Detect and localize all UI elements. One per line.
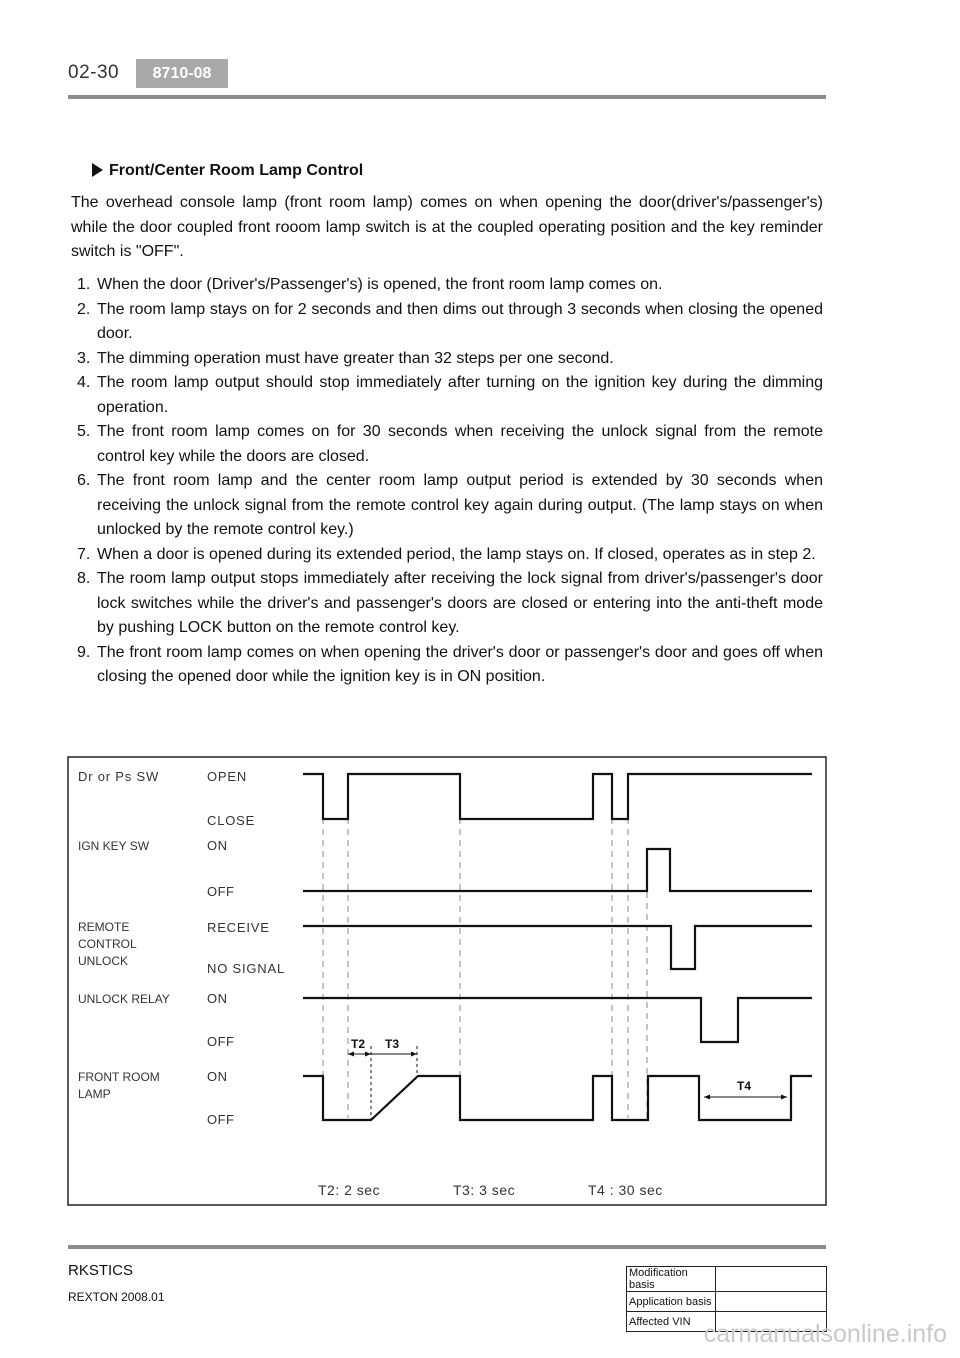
- header-divider: [68, 95, 826, 99]
- section-code-badge: 8710-08: [136, 59, 228, 88]
- step-number: 3.: [77, 349, 91, 367]
- interval-label-t4: T4: [737, 1079, 752, 1093]
- step-text: The front room lamp comes on for 30 seconds when receiving the unlock signal from the remote control key while the doors are closed.: [97, 423, 823, 465]
- legend-t2: T2: 2 sec: [318, 1182, 381, 1198]
- step-number: 8.: [77, 570, 91, 587]
- mod-value-modification: [716, 1267, 827, 1292]
- step-item: [71, 543, 823, 568]
- timing-diagram: [67, 756, 827, 1206]
- step-number: 5.: [77, 423, 91, 440]
- signal-name-line: LAMP: [78, 1087, 111, 1101]
- step-item: [71, 298, 823, 347]
- mod-value-application: [716, 1292, 827, 1312]
- watermark: carmanualsonline.info: [703, 1320, 947, 1348]
- section-title: [92, 162, 363, 180]
- step-text: The front room lamp and the center room lamp output period is extended by 30 seconds when receiving the unlock signal from the remote control key again during output. (The lamp stays on when unlocked by the remote control key.): [97, 472, 823, 538]
- footer-divider: [68, 1245, 826, 1249]
- mod-label-vin: Affected VIN: [627, 1312, 716, 1332]
- step-text: The room lamp stays on for 2 seconds and then dims out through 3 seconds when closing the opened door.: [97, 300, 823, 342]
- step-item: [71, 347, 823, 372]
- mod-row: [627, 1267, 827, 1292]
- step-item: [71, 567, 823, 641]
- mod-row: [627, 1292, 827, 1312]
- footer-org: RKSTICS: [68, 1262, 134, 1279]
- step-number: 1.: [77, 276, 91, 293]
- step-text: The room lamp output should stop immediately after turning on the ignition key during the dimming operation.: [97, 374, 823, 416]
- step-text: When the door (Driver's/Passenger's) is opened, the front room lamp comes on.: [97, 276, 663, 293]
- section-title-text: Front/Center Room Lamp Control: [109, 162, 364, 179]
- step-text: The front room lamp comes on when opening the driver's door or passenger's door and goes off when closing the opened door while the ignition key is in ON position.: [97, 643, 823, 685]
- step-text: The room lamp output stops immediately after receiving the lock signal from driver's/passenger's door lock switches while the driver's and passenger's doors are closed or entering into the anti-theft mode by pushing LOCK button on the remote control key.: [97, 570, 823, 636]
- diagram-frame: [68, 757, 826, 1205]
- triangle-bullet-icon: [92, 163, 103, 177]
- state-label-ign-on: ON: [207, 838, 228, 853]
- step-item: [71, 420, 823, 469]
- state-label-lamp-off: OFF: [207, 1112, 235, 1127]
- state-label-close: CLOSE: [207, 813, 256, 828]
- step-item: [71, 469, 823, 543]
- step-text: The dimming operation must have greater than 32 steps per one second.: [97, 349, 614, 367]
- intro-paragraph: The overhead console lamp (front room lamp) comes on when opening the door(driver's/passenger's) while the door coupled front rooom lamp switch is at the coupled operating position and the key reminder switch is "OFF".: [71, 194, 823, 260]
- step-number: 4.: [77, 374, 91, 391]
- step-text: When a door is opened during its extended period, the lamp stays on. If closed, operates as in step 2.: [97, 545, 816, 563]
- step-number: 9.: [77, 643, 91, 661]
- signal-name-line: REMOTE: [78, 920, 130, 934]
- step-item: [71, 641, 823, 690]
- state-label-ign-off: OFF: [207, 884, 235, 899]
- signal-name-line: FRONT ROOM: [78, 1070, 160, 1084]
- interval-label-t2: T2: [351, 1037, 366, 1051]
- mod-label-modification: Modification basis: [627, 1267, 716, 1292]
- steps-list: [71, 273, 823, 690]
- state-label-relay-on: ON: [207, 991, 228, 1006]
- step-number: 7.: [77, 545, 91, 563]
- signal-name-line: UNLOCK: [78, 954, 129, 968]
- signal-name-unlock-relay: UNLOCK RELAY: [78, 992, 170, 1006]
- step-number: 6.: [77, 472, 91, 489]
- footer-model: REXTON 2008.01: [68, 1290, 165, 1304]
- state-label-no-signal: NO SIGNAL: [207, 961, 285, 976]
- signal-name-line: CONTROL: [78, 937, 137, 951]
- legend-t4: T4 : 30 sec: [588, 1182, 663, 1198]
- state-label-relay-off: OFF: [207, 1034, 235, 1049]
- mod-label-application: Application basis: [627, 1292, 716, 1312]
- signal-name-ign-key: IGN KEY SW: [78, 839, 150, 853]
- interval-label-t3: T3: [385, 1037, 400, 1051]
- state-label-lamp-on: ON: [207, 1069, 228, 1084]
- signal-name-door-sw: Dr or Ps SW: [78, 769, 160, 784]
- step-number: 2.: [77, 300, 91, 318]
- state-label-receive: RECEIVE: [207, 920, 270, 935]
- step-item: [71, 273, 823, 298]
- step-item: [71, 371, 823, 420]
- page-number: 02-30: [68, 62, 120, 83]
- legend-t3: T3: 3 sec: [453, 1182, 516, 1198]
- state-label-open: OPEN: [207, 769, 248, 784]
